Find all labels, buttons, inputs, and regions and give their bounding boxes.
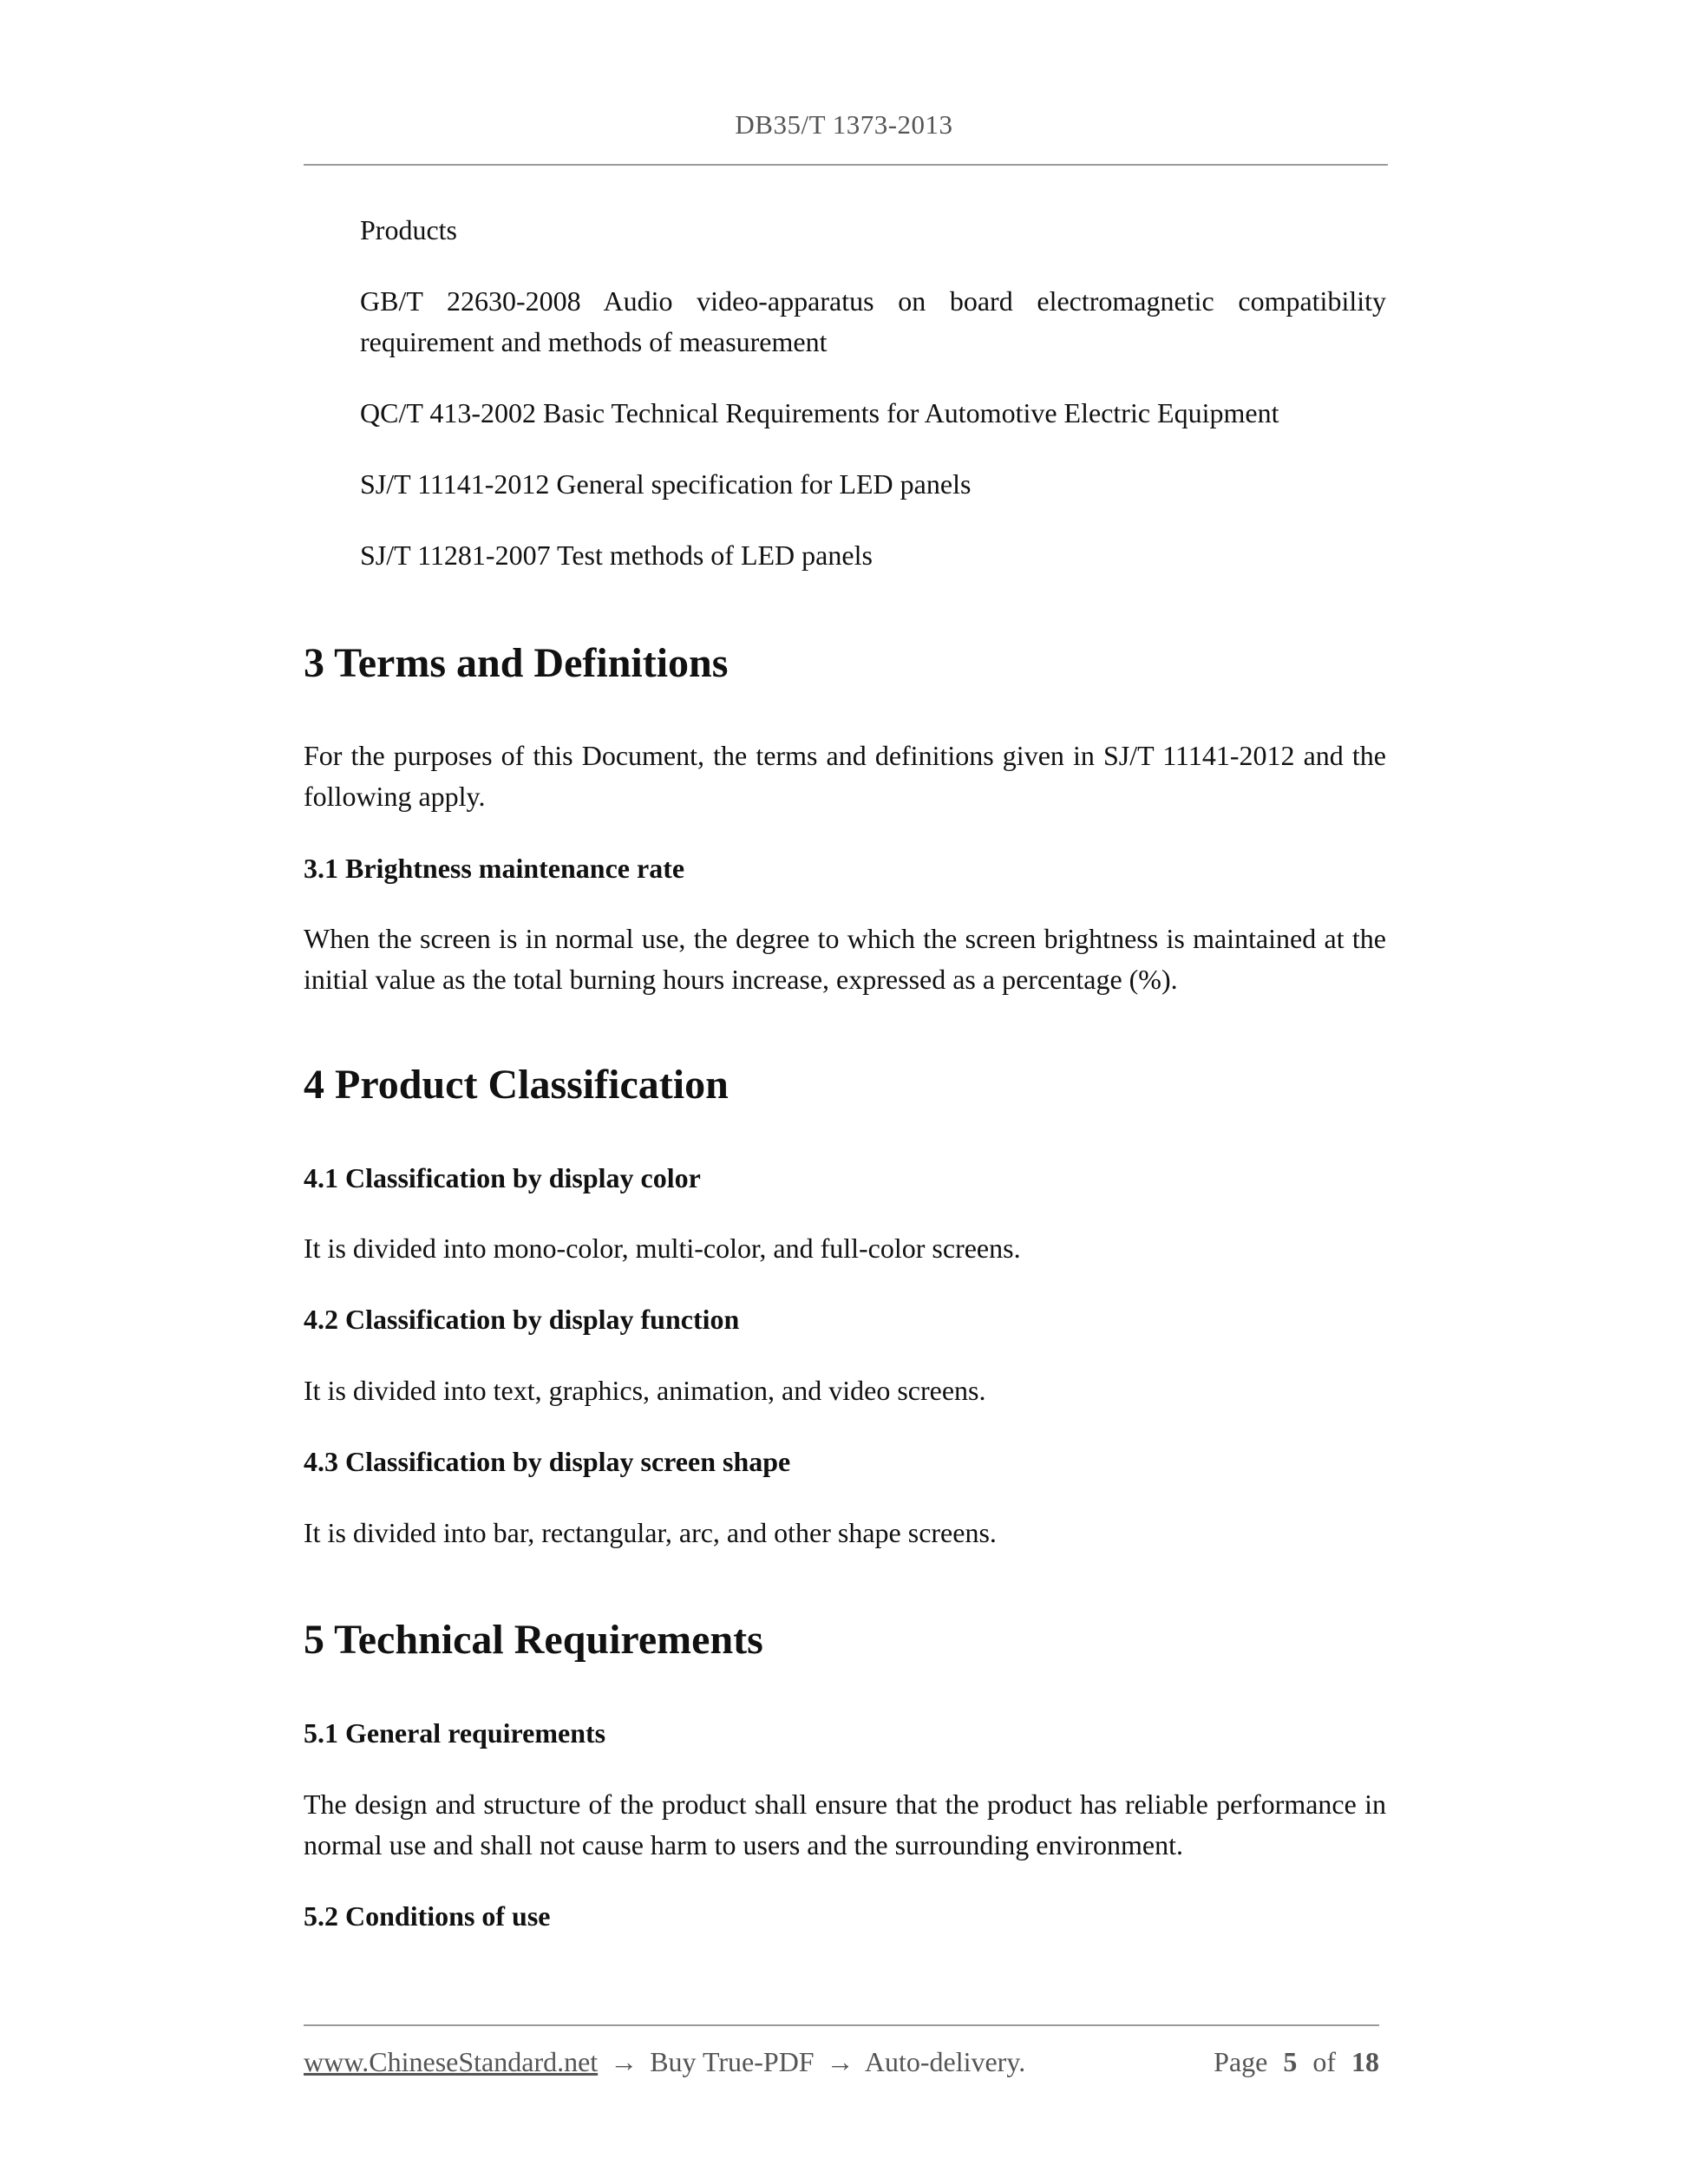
page-total: 18 — [1351, 2046, 1379, 2077]
page-current: 5 — [1283, 2046, 1298, 2077]
page-label: Page — [1214, 2046, 1268, 2077]
section-4-1-text: It is divided into mono-color, multi-color, and full-color screens. — [304, 1233, 1021, 1264]
section-4-heading: 4 Product Classification — [304, 1062, 729, 1108]
section-5-heading: 5 Technical Requirements — [304, 1617, 763, 1663]
section-4-1-heading: 4.1 Classification by display color — [304, 1162, 701, 1193]
section-4-2-heading: 4.2 Classification by display function — [304, 1304, 740, 1335]
section-4-3-heading: 4.3 Classification by display screen shape — [304, 1446, 791, 1477]
buy-pdf-text: Buy True-PDF — [650, 2046, 815, 2077]
section-3-intro: For the purposes of this Document, the terms and definitions given in SJ/T 11141-2012 and the following apply. — [304, 740, 1386, 812]
section-3-1-text: When the screen is in normal use, the degree to which the screen brightness is maintained at the initial value as the total burning hours increase, expressed as a percentage (%). — [304, 923, 1386, 995]
section-5-2-heading: 5.2 Conditions of use — [304, 1900, 551, 1932]
reference-item: SJ/T 11281-2007 Test methods of LED panels — [360, 539, 873, 571]
arrow-right-icon: → — [610, 2046, 638, 2077]
footer-divider — [304, 2024, 1379, 2026]
section-5-1-text: The design and structure of the product shall ensure that the product has reliable performance in normal use and shall not cause harm to users and the surrounding environment. — [304, 1788, 1386, 1860]
document-code-header: DB35/T 1373-2013 — [735, 109, 953, 140]
page-of-label: of — [1312, 2046, 1336, 2077]
reference-item: QC/T 413-2002 Basic Technical Requirements for Automotive Electric Equipment — [360, 397, 1279, 428]
reference-item: SJ/T 11141-2012 General specification for LED panels — [360, 468, 972, 500]
page-indicator — [1214, 2042, 1379, 2083]
section-4-3-text: It is divided into bar, rectangular, arc, and other shape screens. — [304, 1517, 997, 1548]
section-3-1-heading: 3.1 Brightness maintenance rate — [304, 853, 685, 884]
section-5-1-heading: 5.1 General requirements — [304, 1717, 606, 1749]
website-link[interactable]: www.ChineseStandard.net — [304, 2046, 599, 2077]
page-footer — [304, 2042, 1379, 2083]
reference-item: GB/T 22630-2008 Audio video-apparatus on board electromagnetic compatibility requirement and methods of measurement — [360, 285, 1386, 357]
header-divider — [304, 164, 1388, 166]
reference-item: Products — [360, 214, 457, 245]
auto-delivery-text: Auto-delivery. — [864, 2046, 1026, 2077]
section-4-2-text: It is divided into text, graphics, animation, and video screens. — [304, 1375, 986, 1406]
section-3-heading: 3 Terms and Definitions — [304, 640, 729, 686]
arrow-right-icon: → — [826, 2046, 854, 2077]
